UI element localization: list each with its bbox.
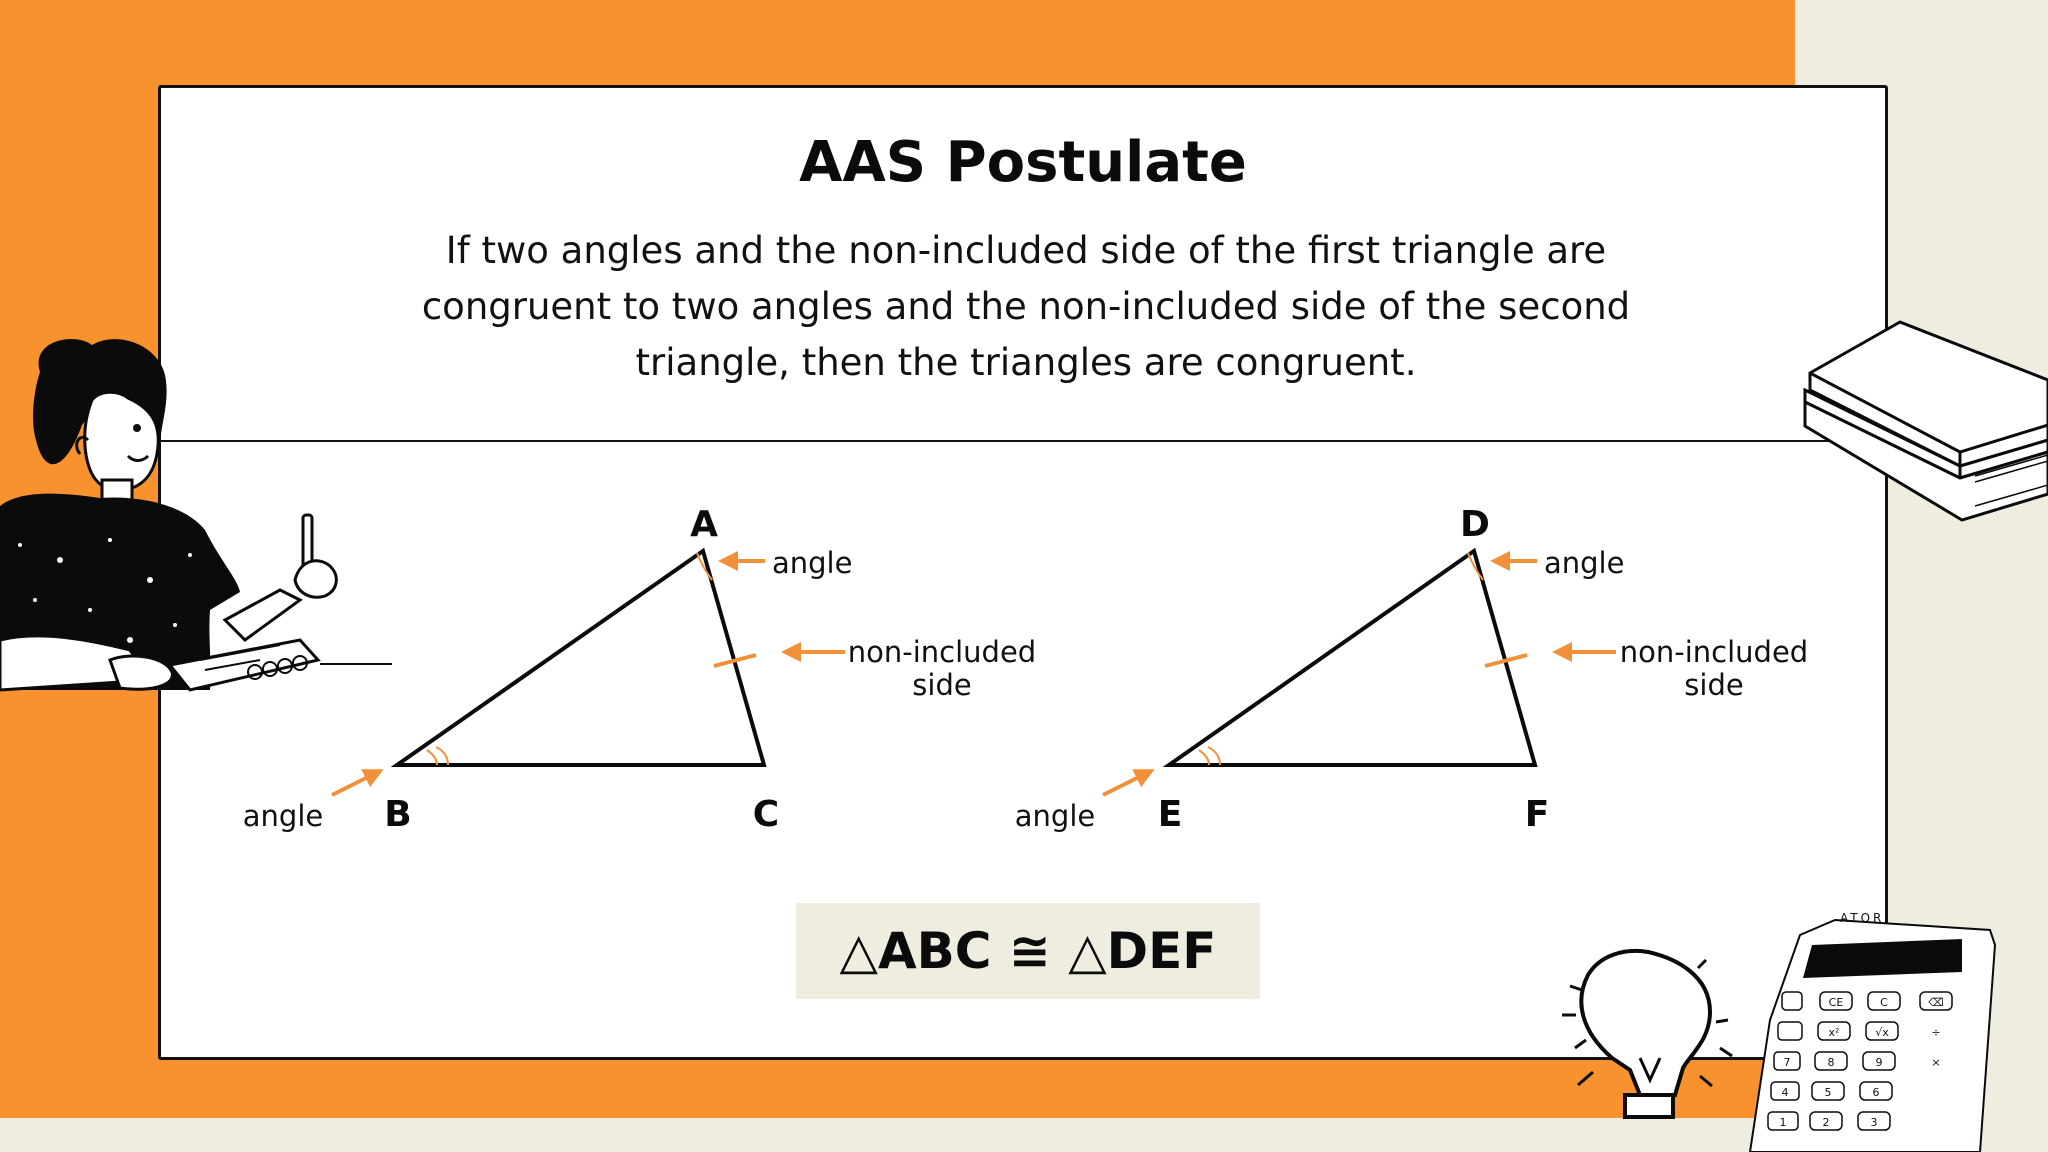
calc-key-8: 8 (1827, 1056, 1835, 1069)
angle-arc-b (427, 750, 437, 765)
triangle-abc (243, 504, 1036, 835)
calc-key-4: 4 (1781, 1086, 1789, 1099)
label-non-included-line2: side (912, 668, 972, 702)
calc-key-2: 2 (1822, 1116, 1830, 1129)
vertex-label-a: A (690, 504, 718, 545)
vertex-label-d: D (1460, 504, 1490, 545)
calc-key-3: 3 (1870, 1116, 1878, 1129)
label-angle-e: angle (1014, 799, 1096, 833)
calculator-icon (1750, 911, 1995, 1152)
calc-key-6: 6 (1872, 1086, 1880, 1099)
triangle-def (1015, 504, 1808, 835)
label-non-included-2-line2: side (1684, 668, 1744, 702)
calc-key-divide: ÷ (1931, 1026, 1941, 1039)
vertex-label-f: F (1524, 794, 1550, 835)
stacked-books-icon (1805, 322, 2048, 520)
arrow-angle-b (332, 771, 380, 795)
label-non-included-2-line1: non-included (1619, 635, 1809, 669)
triangle-def-shape (1169, 551, 1535, 765)
calc-key-square: x² (1828, 1026, 1840, 1039)
label-angle-d: angle (1544, 546, 1625, 580)
vertex-label-c: C (752, 794, 780, 835)
angle-arc-e (1199, 750, 1209, 765)
calc-key-backspace: ⌫ (1928, 996, 1944, 1009)
calculator-brand-text: ATOR (1840, 911, 1885, 925)
calc-key-ce: CE (1828, 996, 1844, 1009)
calc-key-5: 5 (1824, 1086, 1832, 1099)
calc-key-sqrt: √x (1875, 1026, 1889, 1039)
person-with-notebook-icon (0, 339, 392, 690)
label-non-included-line1: non-included (847, 635, 1037, 669)
lightbulb-icon (1562, 951, 1732, 1117)
calc-key-c: C (1880, 996, 1888, 1009)
calc-key-multiply: × (1931, 1056, 1941, 1069)
label-angle-a: angle (772, 546, 853, 580)
postulate-description: If two angles and the non-included side of the first triangle are congruent to two angles and the non-included side of the second triangle, then the triangles are congruent. (421, 229, 1631, 384)
vertex-label-b: B (384, 794, 412, 835)
triangle-abc-shape (397, 551, 764, 765)
angle-arc-e-2 (1208, 747, 1220, 765)
calc-key-9: 9 (1875, 1056, 1883, 1069)
congruence-text: △ABC ≅ △DEF (839, 922, 1217, 980)
calc-key-1: 1 (1779, 1116, 1787, 1129)
calc-key-7: 7 (1783, 1056, 1791, 1069)
label-angle-b: angle (242, 799, 324, 833)
angle-arc-b-2 (436, 747, 448, 765)
slide-title: AAS Postulate (799, 130, 1247, 195)
vertex-label-e: E (1157, 794, 1183, 835)
arrow-angle-e (1103, 771, 1151, 795)
